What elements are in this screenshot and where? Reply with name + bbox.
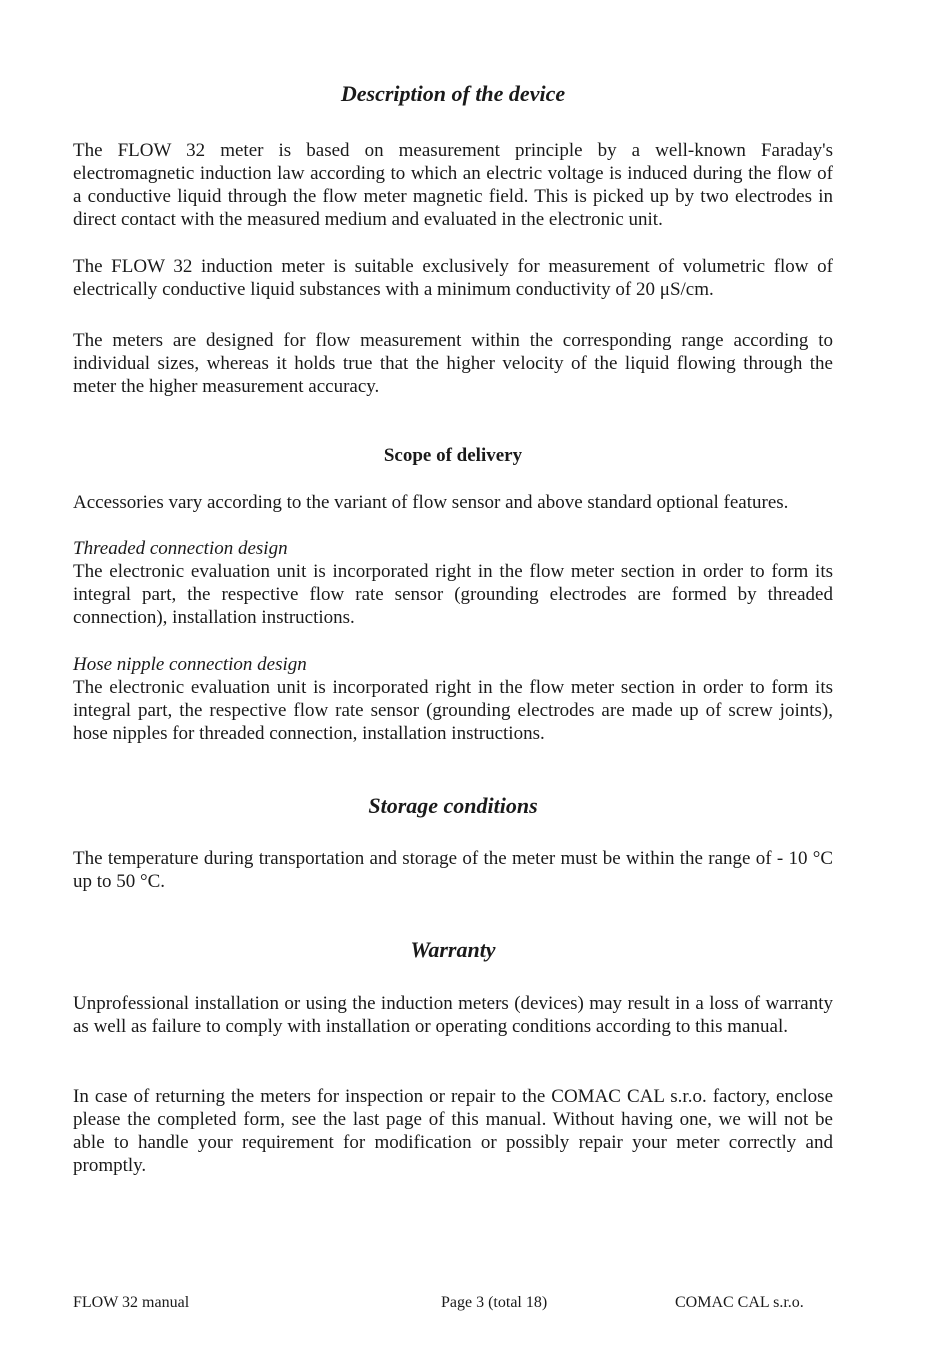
description-paragraph-3: The meters are designed for flow measurement within the corresponding range according to individual sizes, whereas it holds true that the higher velocity of the liquid flowing through the meter the higher measurement accuracy. xyxy=(73,330,833,397)
description-heading: Description of the device xyxy=(340,81,566,106)
warranty-paragraph-2: In case of returning the meters for inspection or repair to the COMAC CAL s.r.o. factory, enclose please the completed form, see the last page of this manual. Without having one, we will not be able to handle your requirement for modification or possibly repair your meter correctly and promptly. xyxy=(73,1086,833,1176)
hose-design-text: The electronic evaluation unit is incorporated right in the flow meter section in order to form its integral part, the respective flow rate sensor (grounding electrodes are made up of screw joints), hose nipples for threaded connection, installation instructions. xyxy=(73,677,833,744)
warranty-paragraph-1: Unprofessional installation or using the induction meters (devices) may result in a loss of warranty as well as failure to comply with installation or operating conditions according to this manual. xyxy=(73,993,833,1037)
threaded-design-text: The electronic evaluation unit is incorporated right in the flow meter section in order to form its integral part, the respective flow rate sensor (grounding electrodes are formed by threaded connection), installation instructions. xyxy=(73,561,833,628)
footer-company: COMAC CAL s.r.o. xyxy=(675,1294,804,1311)
footer-page-number: Page 3 (total 18) xyxy=(441,1294,548,1311)
storage-text: The temperature during transportation and storage of the meter must be within the range of - 10 °C up to 50 °C. xyxy=(73,848,833,892)
storage-heading: Storage conditions xyxy=(368,793,538,818)
description-paragraph-2: The FLOW 32 induction meter is suitable exclusively for measurement of volumetric flow of electrically conductive liquid substances with a minimum conductivity of 20 μS/cm. xyxy=(73,256,833,300)
scope-heading: Scope of delivery xyxy=(383,445,523,466)
warranty-heading: Warranty xyxy=(410,937,496,962)
description-paragraph-1: The FLOW 32 meter is based on measurement principle by a well-known Faraday's electromagnetic induction law according to which an electric voltage is induced during the flow of a conductive liquid through the flow meter magnetic field. This is picked up by two electrodes in direct contact with the measured medium and evaluated in the electronic unit. xyxy=(73,140,833,230)
threaded-design-subheading: Threaded connection design xyxy=(73,538,288,559)
footer-manual-name: FLOW 32 manual xyxy=(73,1294,190,1311)
page-footer xyxy=(73,1293,833,1313)
hose-design-subheading: Hose nipple connection design xyxy=(73,654,307,675)
scope-intro: Accessories vary according to the variant of flow sensor and above standard optional features. xyxy=(73,492,789,513)
